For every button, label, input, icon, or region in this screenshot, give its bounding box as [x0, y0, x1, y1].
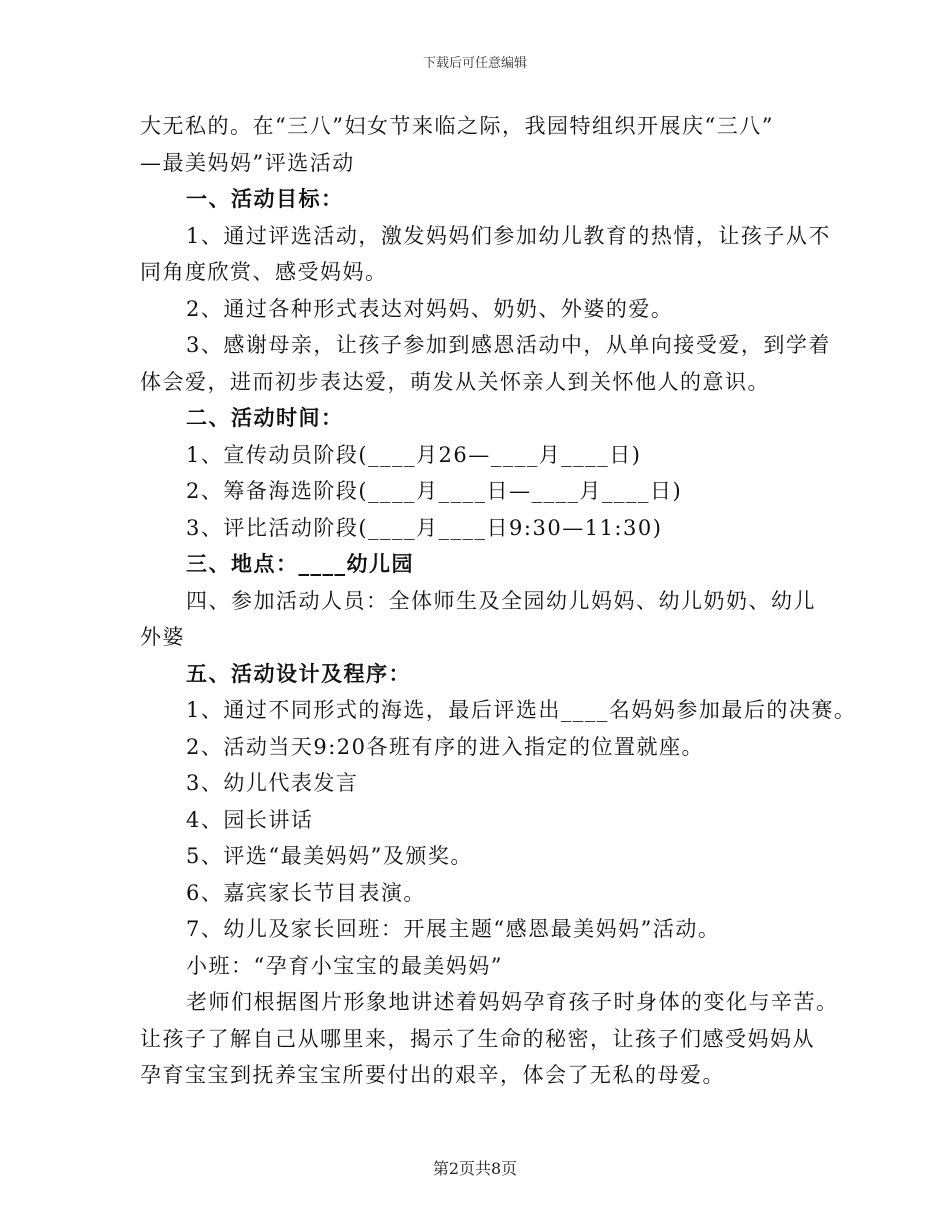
section-heading: 四、参加活动人员：全体师生及全园幼儿妈妈、幼儿奶奶、幼儿: [186, 588, 816, 613]
paragraph-line: 外婆: [140, 625, 185, 649]
list-item: 7、幼儿及家长回班：开展主题“感恩最美妈妈”活动。: [186, 917, 721, 941]
page-footer: 第2页共8页: [432, 1159, 518, 1178]
list-item: 4、园长讲话: [186, 807, 314, 832]
paragraph-line: —最美妈妈”评选活动: [140, 150, 355, 175]
list-item: 2、活动当天9:20各班有序的进入指定的位置就座。: [186, 734, 705, 759]
document-body: [140, 108, 857, 1094]
page-header-note: 下载后可任意编辑: [422, 56, 527, 71]
sub-heading: 小班：“孕育小宝宝的最美妈妈”: [186, 953, 503, 978]
list-item: 2、通过各种形式表达对妈妈、奶奶、外婆的爱。: [186, 296, 674, 321]
section-heading: 二、活动时间：: [186, 405, 344, 430]
list-item: 1、通过评选活动，激发妈妈们参加幼儿教育的热情，让孩子从不: [186, 223, 831, 248]
list-item: 3、幼儿代表发言: [186, 771, 359, 795]
paragraph-line: 孕育宝宝到抚养宝宝所要付出的艰辛，体会了无私的母爱。: [140, 1063, 725, 1087]
list-item: 3、评比活动阶段(____月____日9:30—11:30): [186, 515, 663, 540]
list-item: 3、感谢母亲，让孩子参加到感恩活动中，从单向接受爱，到学着: [186, 333, 831, 357]
paragraph-line: 老师们根据图片形象地讲述着妈妈孕育孩子时身体的变化与辛苦。: [186, 990, 839, 1014]
list-item: 5、评选“最美妈妈”及颁奖。: [186, 844, 473, 868]
list-item: 2、筹备海选阶段(____月____日—____月____日): [186, 479, 683, 503]
list-item: 1、宣传动员阶段(____月26—____月____日): [186, 442, 642, 467]
paragraph-line: 同角度欣赏、感受妈妈。: [140, 260, 388, 284]
section-heading: 五、活动设计及程序：: [186, 660, 411, 686]
section-heading: 三、地点：____幼儿园: [186, 551, 414, 576]
paragraph-line: 大无私的。在“三八”妇女节来临之际，我园特组织开展庆“三八”: [140, 114, 774, 138]
section-heading: 一、活动目标：: [186, 186, 344, 211]
paragraph-line: 让孩子了解自己从哪里来，揭示了生命的秘密，让孩子们感受妈妈从: [140, 1026, 815, 1051]
paragraph-line: 体会爱，进而初步表达爱，萌发从关怀亲人到关怀他人的意识。: [140, 369, 770, 394]
list-item: 6、嘉宾家长节目表演。: [186, 880, 426, 905]
list-item: 1、通过不同形式的海选，最后评选出____名妈妈参加最后的决赛。: [186, 698, 857, 722]
